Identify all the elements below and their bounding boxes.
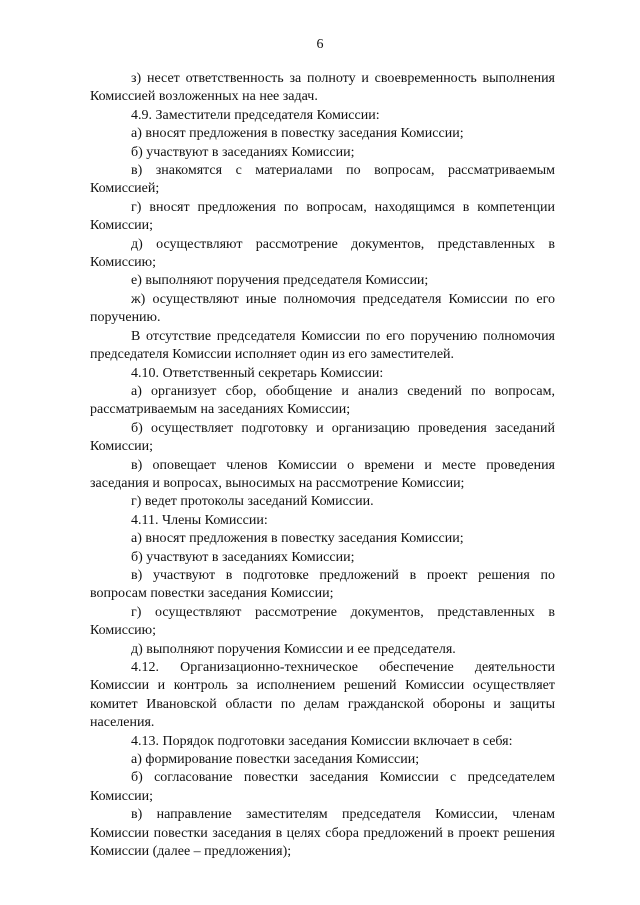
- paragraph: д) осуществляют рассмотрение документов, представленных в Комиссию;: [90, 236, 555, 271]
- document-body: [90, 70, 555, 861]
- paragraph: в) участвуют в подготовке предложений в проект решения по вопросам повестки заседания Комиссии;: [90, 567, 555, 602]
- paragraph: а) вносят предложения в повестку заседания Комиссии;: [131, 126, 464, 142]
- paragraph: в) оповещает членов Комиссии о времени и месте проведения заседания и вопросах, выносимых на рассмотрение Комиссии;: [90, 457, 555, 491]
- paragraph: в) направление заместителям председателя Комиссии, членам Комиссии повестки заседания в целях сбора предложений в проект решения Комиссии (далее – предложения);: [90, 807, 555, 860]
- paragraph: а) вносят предложения в повестку заседания Комиссии;: [131, 531, 464, 547]
- paragraph: 4.11. Члены Комиссии:: [131, 512, 268, 528]
- paragraph: 4.13. Порядок подготовки заседания Комиссии включает в себя:: [131, 733, 513, 749]
- page-number: 6: [316, 37, 324, 52]
- paragraph: б) осуществляет подготовку и организацию проведения заседаний Комиссии;: [90, 420, 555, 455]
- paragraph: В отсутствие председателя Комиссии по его поручению полномочия председателя Комиссии исполняет один из его заместителей.: [90, 328, 555, 363]
- paragraph: 4.12. Организационно-техническое обеспечение деятельности Комиссии и контроль за исполнением решений Комиссии осуществляет комитет Ивановской области по делам гражданской обороны и защиты населения.: [90, 660, 555, 731]
- paragraph: а) формирование повестки заседания Комиссии;: [131, 752, 420, 768]
- paragraph: б) участвуют в заседаниях Комиссии;: [131, 144, 355, 160]
- paragraph: г) осуществляют рассмотрение документов, представленных в Комиссию;: [90, 604, 555, 639]
- paragraph: в) знакомятся с материалами по вопросам, рассматриваемым Комиссией;: [90, 163, 555, 197]
- paragraph: 4.9. Заместители председателя Комиссии:: [131, 107, 380, 123]
- paragraph: а) организует сбор, обобщение и анализ сведений по вопросам, рассматриваемым на заседаниях Комиссии;: [90, 383, 555, 418]
- paragraph: д) выполняют поручения Комиссии и ее председателя.: [131, 641, 456, 657]
- paragraph: е) выполняют поручения председателя Комиссии;: [131, 273, 429, 289]
- paragraph: ж) осуществляют иные полномочия председателя Комиссии по его поручению.: [90, 291, 555, 326]
- paragraph: б) согласование повестки заседания Комиссии с председателем Комиссии;: [90, 770, 555, 804]
- paragraph: 4.10. Ответственный секретарь Комиссии:: [131, 365, 384, 381]
- paragraph: г) ведет протоколы заседаний Комиссии.: [131, 494, 374, 510]
- paragraph: б) участвуют в заседаниях Комиссии;: [131, 549, 355, 565]
- paragraph: г) вносят предложения по вопросам, находящимся в компетенции Комиссии;: [90, 199, 555, 234]
- paragraph: з) несет ответственность за полноту и своевременность выполнения Комиссией возложенных на нее задач.: [90, 71, 555, 105]
